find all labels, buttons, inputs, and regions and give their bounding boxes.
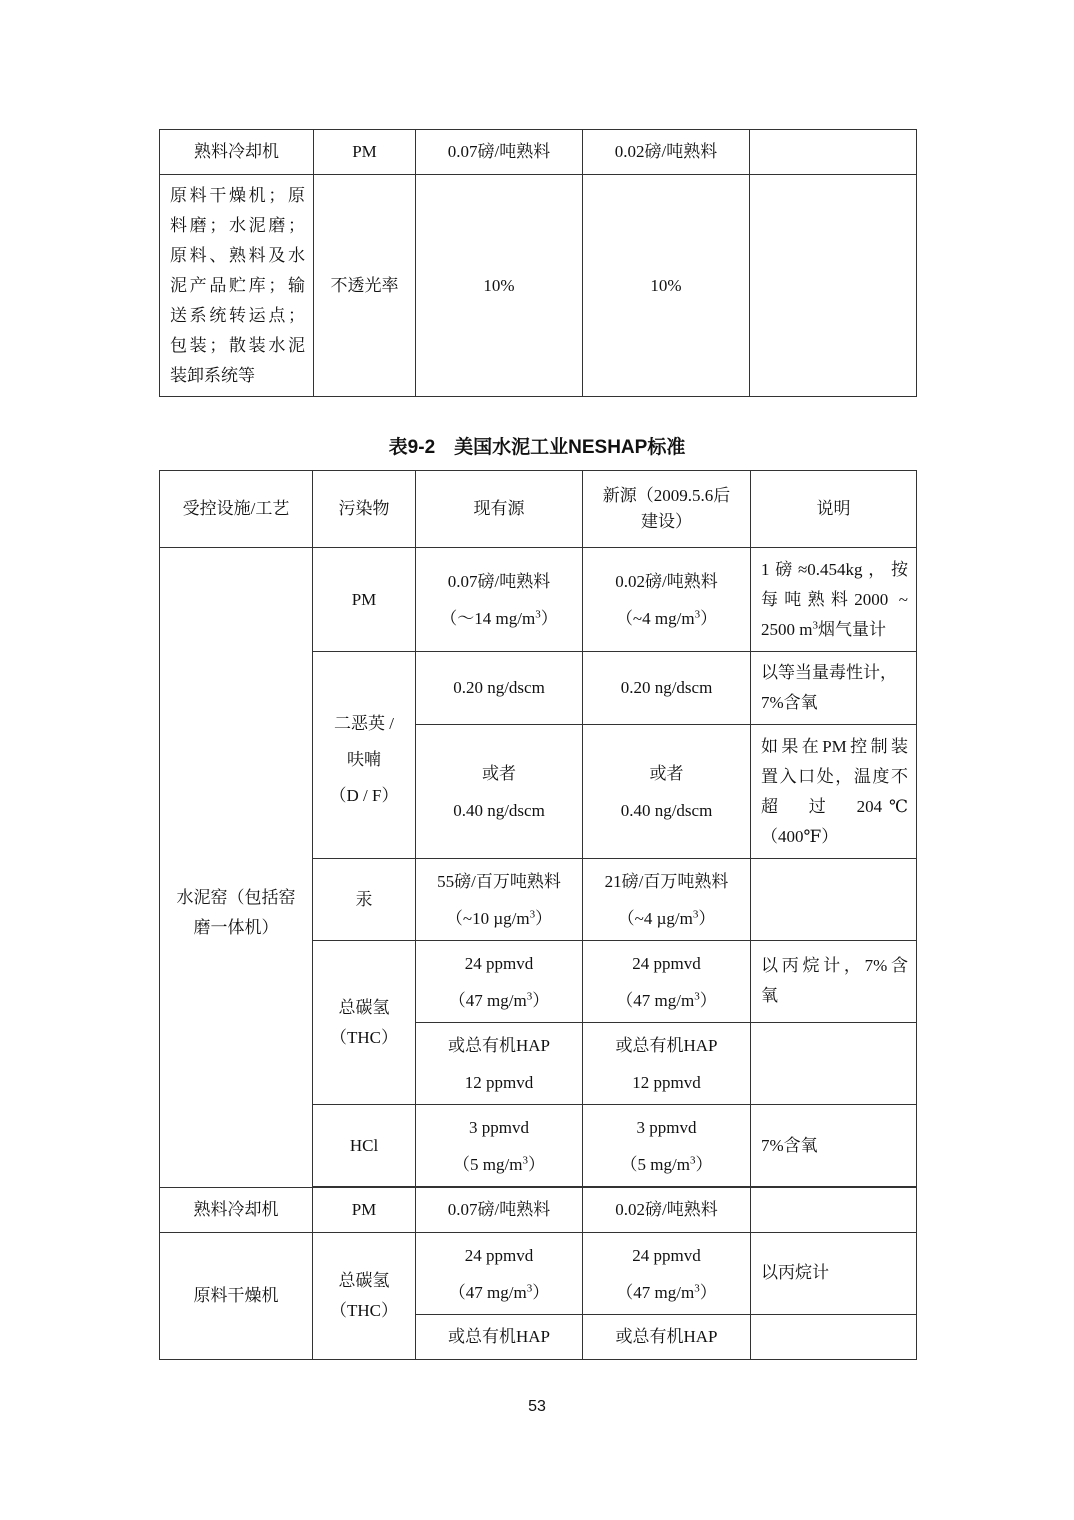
note-cell — [751, 1315, 917, 1360]
table-header-row — [160, 471, 917, 548]
header-pollutant: 污染物 — [313, 471, 416, 548]
pollutant-cell: PM — [314, 130, 416, 175]
facility-line: 送系统转运点； — [170, 305, 305, 325]
new-source-cell: 24 ppmvd （47 $mg/m^3$） — [583, 1233, 751, 1315]
new-source-cell: 21磅/百万吨熟料 （~4 $\mu g/m^3$） — [583, 859, 751, 941]
page-number: 53 — [528, 1398, 546, 1415]
existing-source-cell: 0.07磅/吨熟料 （～14 $mg/m^3$） — [416, 548, 583, 652]
new-source-cell: 0.02磅/吨熟料 — [583, 130, 750, 175]
table-row — [160, 130, 917, 175]
note-cell: 以等当量毒性计， 7%含氧 — [751, 652, 917, 725]
neshap-table — [159, 470, 917, 1360]
facility-line: 料磨；水泥磨； — [170, 215, 305, 235]
table-row — [160, 1233, 917, 1315]
pollutant-dioxin: 二恶英 / 呋喃 （D / F） — [313, 652, 416, 859]
facility-line: 原料干燥机；原 — [170, 185, 305, 205]
new-source-cell: 0.20 ng/dscm — [583, 652, 751, 725]
existing-source-cell: 或总有机HAP 12 ppmvd — [416, 1023, 583, 1105]
pollutant-mercury: 汞 — [313, 859, 416, 941]
note-cell: 7%含氧 — [751, 1105, 917, 1187]
new-source-cell: 0.02磅/吨熟料 — [583, 1188, 751, 1233]
existing-source-cell: 或总有机HAP — [416, 1315, 583, 1360]
existing-source-cell: 24 ppmvd （47 $mg/m^3$） — [416, 941, 583, 1023]
pollutant-cell: 不透光率 — [314, 175, 416, 397]
facility-line: 泥产品贮库；输 — [170, 275, 305, 295]
existing-source-cell: 或者 0.40 ng/dscm — [416, 725, 583, 859]
existing-source-cell: 0.07磅/吨熟料 — [416, 130, 583, 175]
note-cell: 1磅≈0.454kg，按 每吨熟料2000 ~ 2500 $m^3$烟气量计 — [751, 548, 917, 652]
header-note: 说明 — [751, 471, 917, 548]
facility-line: 原料、熟料及水 — [170, 245, 305, 265]
note-cell: 以丙烷计 — [751, 1233, 917, 1315]
note-cell: 如果在PM控制装 置入口处，温度不 超 过 204℃ （400℉） — [751, 725, 917, 859]
new-source-cell: 或者 0.40 ng/dscm — [583, 725, 751, 859]
facility-cell — [160, 175, 314, 397]
facility-line: 装卸系统等 — [170, 365, 255, 385]
note-cell — [750, 130, 917, 175]
pollutant-pm: PM — [313, 1188, 416, 1233]
new-source-cell: 或总有机HAP — [583, 1315, 751, 1360]
pollutant-hcl: HCl — [313, 1105, 416, 1187]
pollutant-pm: PM — [313, 548, 416, 652]
facility-line: 包装；散装水泥 — [170, 335, 305, 355]
existing-source-cell: 0.07磅/吨熟料 — [416, 1188, 583, 1233]
note-cell — [751, 859, 917, 941]
facility-kiln: 水泥窑（包括窑 磨一体机） — [160, 548, 313, 1188]
new-source-cell: 或总有机HAP 12 ppmvd — [583, 1023, 751, 1105]
existing-source-cell: 24 ppmvd （47 $mg/m^3$） — [416, 1233, 583, 1315]
table-row — [160, 1188, 917, 1233]
new-source-cell: 3 ppmvd （5 $mg/m^3$） — [583, 1105, 751, 1187]
pollutant-thc: 总碳氢 （THC） — [313, 1233, 416, 1360]
note-cell: 以丙烷计，7%含 氧 — [751, 941, 917, 1023]
new-source-cell: 24 ppmvd （47 $mg/m^3$） — [583, 941, 751, 1023]
note-cell — [751, 1023, 917, 1105]
new-source-cell: 0.02磅/吨熟料 （~4 $mg/m^3$） — [583, 548, 751, 652]
facility-cooler: 熟料冷却机 — [160, 1188, 313, 1233]
new-source-cell: 10% — [583, 175, 750, 397]
existing-source-cell: 55磅/百万吨熟料 （~10 $\mu g/m^3$） — [416, 859, 583, 941]
table-row — [160, 548, 917, 652]
table-caption: 表9-2 美国水泥工业NESHAP标准 — [388, 437, 686, 458]
table-continuation — [159, 129, 917, 397]
note-cell — [750, 175, 917, 397]
header-existing-source: 现有源 — [416, 471, 583, 548]
header-facility: 受控设施/工艺 — [160, 471, 313, 548]
header-new-source: 新源（2009.5.6后 建设） — [583, 471, 751, 548]
table-row — [160, 175, 917, 397]
existing-source-cell: 10% — [416, 175, 583, 397]
facility-dryer: 原料干燥机 — [160, 1233, 313, 1360]
existing-source-cell: 3 ppmvd （5 $mg/m^3$） — [416, 1105, 583, 1187]
existing-source-cell: 0.20 ng/dscm — [416, 652, 583, 725]
facility-cell: 熟料冷却机 — [160, 130, 314, 175]
note-cell — [751, 1188, 917, 1233]
pollutant-thc: 总碳氢 （THC） — [313, 941, 416, 1105]
